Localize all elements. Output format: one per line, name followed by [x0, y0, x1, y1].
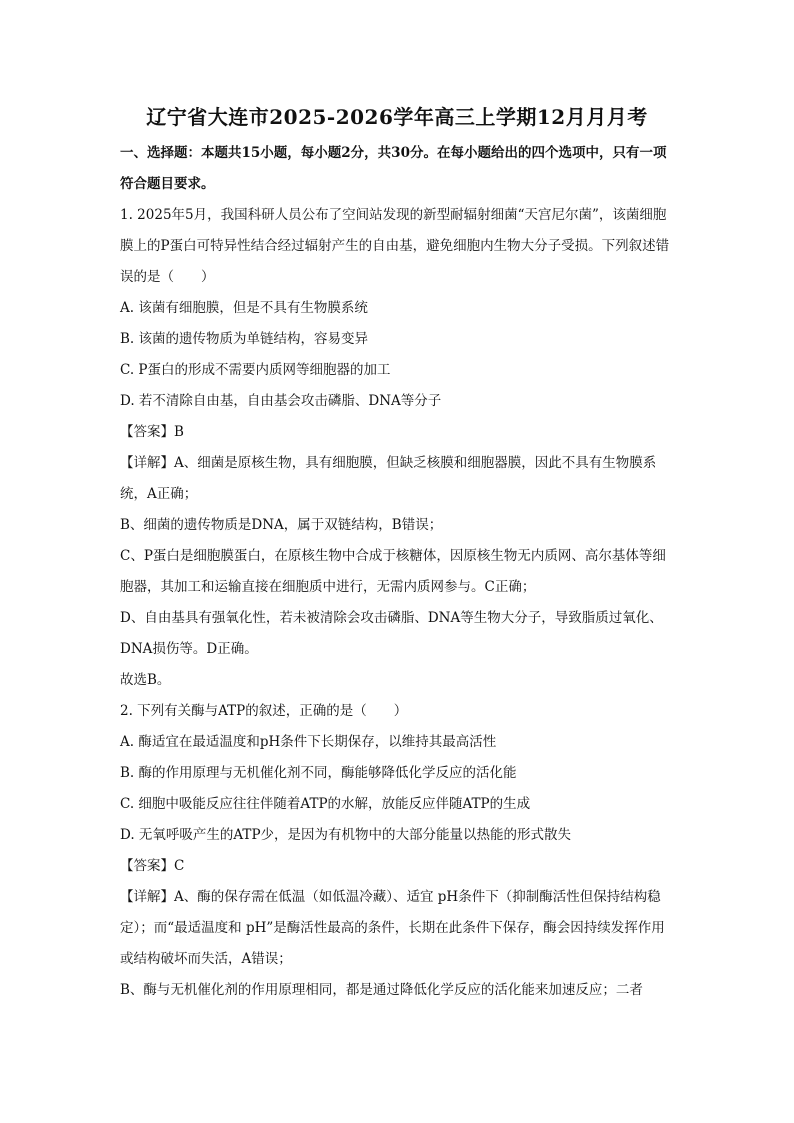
question-1-explanation-d: D、自由基具有强氧化性，若未被清除会攻击磷脂、DNA等生物大分子，导致脂质过氧化、DNA损伤等。D正确。 — [120, 610, 663, 657]
question-2-explanation-a: 【详解】A、酶的保存需在低温（如低温冷藏）、适宜 pH条件下（抑制酶活性但保持结构稳定）；而“最适温度和 pH”是酶活性最高的条件，长期在此条件下保存，酶会因持续发挥作用或结构破坏而失活，A错误； — [120, 889, 665, 967]
question-1-conclusion: 故选B。 — [120, 672, 171, 688]
question-1 — [120, 200, 674, 696]
question-2-option-c: C. 细胞中吸能反应往往伴随着ATP的水解，放能反应伴随ATP的生成 — [120, 796, 531, 812]
question-1-stem: 1. 2025年5月，我国科研人员公布了空间站发现的新型耐辐射细菌“天宫尼尔菌”，该菌细胞膜上的P蛋白可特异性结合经过辐射产生的自由基，避免细胞内生物大分子受损。下列叙述错误的是（ ） — [120, 207, 670, 285]
section-heading: 一、选择题：本题共15小题，每小题2分，共30分。在每小题给出的四个选项中，只有一项符合题目要求。 — [120, 145, 667, 192]
question-1-option-c: C. P蛋白的形成不需要内质网等细胞器的加工 — [120, 362, 391, 378]
question-1-explanation-b: B、细菌的遗传物质是DNA，属于双链结构，B错误； — [120, 517, 443, 533]
question-1-explanation-c: C、P蛋白是细胞膜蛋白，在原核生物中合成于核糖体，因原核生物无内质网、高尔基体等细胞器，其加工和运输直接在细胞质中进行，无需内质网参与。C正确； — [120, 548, 666, 595]
question-1-option-d: D. 若不清除自由基，自由基会攻击磷脂、DNA等分子 — [120, 393, 442, 409]
question-1-explanation-a: 【详解】A、细菌是原核生物，具有细胞膜，但缺乏核膜和细胞器膜，因此不具有生物膜系统，A正确； — [120, 455, 657, 502]
question-1-option-b: B. 该菌的遗传物质为单链结构，容易变异 — [120, 331, 369, 347]
page-title: 辽宁省大连市2025-2026学年高三上学期12月月月考 — [146, 105, 648, 129]
question-2 — [120, 696, 674, 1006]
question-1-option-a: A. 该菌有细胞膜，但是不具有生物膜系统 — [120, 300, 368, 316]
question-2-option-a: A. 酶适宜在最适温度和pH条件下长期保存，以维持其最高活性 — [120, 734, 497, 750]
question-1-answer: 【答案】B — [120, 424, 184, 440]
question-2-option-d: D. 无氧呼吸产生的ATP少，是因为有机物中的大部分能量以热能的形式散失 — [120, 827, 572, 843]
question-2-explanation-b: B、酶与无机催化剂的作用原理相同，都是通过降低化学反应的活化能来加速反应；二者 — [120, 982, 643, 998]
question-2-stem: 2. 下列有关酶与ATP的叙述，正确的是（ ） — [120, 703, 408, 719]
question-2-option-b: B. 酶的作用原理与无机催化剂不同，酶能够降低化学反应的活化能 — [120, 765, 517, 781]
question-2-answer: 【答案】C — [120, 858, 185, 874]
